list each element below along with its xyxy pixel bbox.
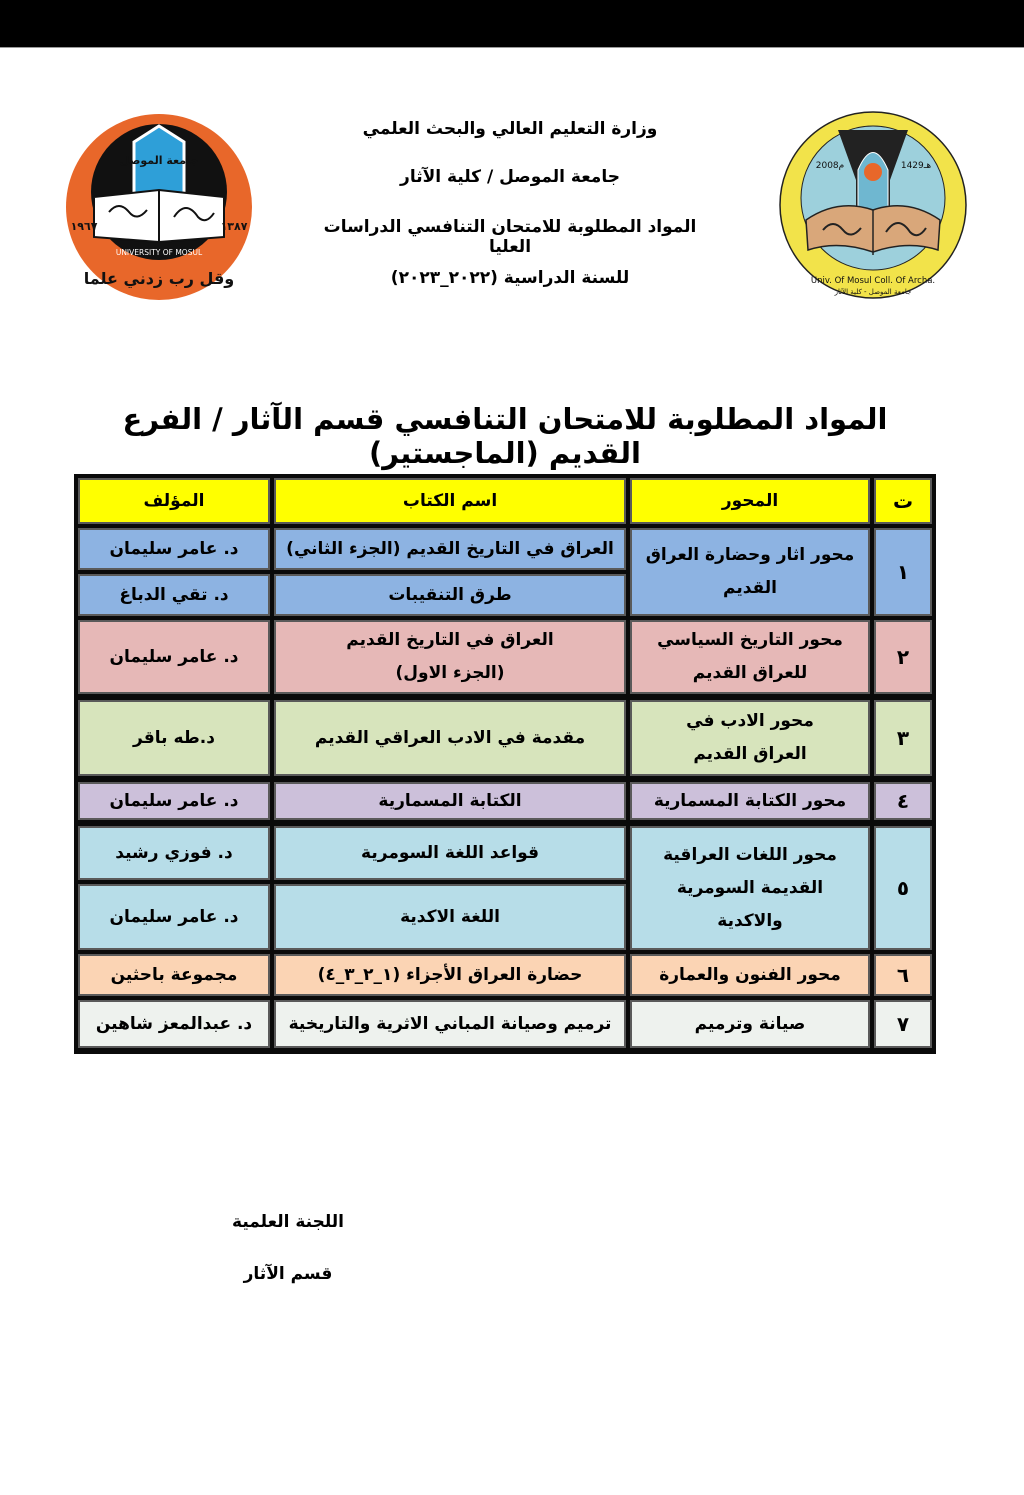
row1-num: ١ (874, 528, 932, 616)
row1-axis: محور اثار وحضارة العراق القديم (630, 528, 870, 616)
row2-author: د. عامر سليمان (78, 620, 270, 694)
row1-book1: العراق في التاريخ القديم (الجزء الثاني) (274, 528, 626, 570)
row1-book2: طرق التنقيبات (274, 574, 626, 616)
row6-axis: محور الفنون والعمارة (630, 954, 870, 996)
row7-book: ترميم وصيانة المباني الاثرية والتاريخية (274, 1000, 626, 1048)
page-title: المواد المطلوبة للامتحان التنافسي قسم الآثار / الفرع القديم (الماجستير) (122, 402, 888, 470)
row4-axis: محور الكتابة المسمارية (630, 782, 870, 820)
row4-book: الكتابة المسمارية (274, 782, 626, 820)
header-axis: المحور (630, 478, 870, 524)
row6-book: حضارة العراق الأجزاء (١_٢_٣_٤) (274, 954, 626, 996)
row7-num: ٧ (874, 1000, 932, 1048)
row7-author: د. عبدالمعز شاهين (78, 1000, 270, 1048)
header-university: جامعة الموصل / كلية الآثار (400, 167, 620, 187)
logo-left-top-text: جامعة الموصل (119, 154, 199, 167)
row5-book1: قواعد اللغة السومرية (274, 826, 626, 880)
row3-author: د.طه باقر (78, 700, 270, 776)
header-academic-year: للسنة الدراسية (٢٠٢٢_٢٠٢٣) (390, 268, 630, 288)
row3-book: مقدمة في الادب العراقي القديم (274, 700, 626, 776)
row3-axis: محور الادب في العراق القديم (630, 700, 870, 776)
row4-num: ٤ (874, 782, 932, 820)
logo-left-year-hijri: ١٣٨٧ (220, 220, 248, 233)
footer-department: قسم الآثار (243, 1264, 333, 1284)
header-subject: المواد المطلوبة للامتحان التنافسي الدراسات العليا (323, 217, 697, 257)
footer-committee: اللجنة العلمية (232, 1212, 344, 1232)
logo-right-year-greg: 2008م (815, 161, 845, 171)
row1-author1: د. عامر سليمان (78, 528, 270, 570)
row2-book: العراق في التاريخ القديم (الجزء الاول) (274, 620, 626, 694)
row7-axis: صيانة وترميم (630, 1000, 870, 1048)
logo-right-year-hijri: 1429هـ (900, 161, 932, 171)
logo-left-year-greg: ١٩٦٧ (70, 220, 98, 233)
row4-author: د. عامر سليمان (78, 782, 270, 820)
logo-left-motto: وقل رب زدني علما (83, 269, 235, 288)
logo-right-ring-en: Univ. Of Mosul Coll. Of Archa. (810, 276, 936, 286)
materials-table (74, 474, 936, 1054)
row1-author2: د. تقي الدباغ (78, 574, 270, 616)
logo-left-band-text: UNIVERSITY OF MOSUL (115, 248, 203, 257)
row5-author2: د. عامر سليمان (78, 884, 270, 950)
row2-num: ٢ (874, 620, 932, 694)
row5-num: ٥ (874, 826, 932, 950)
row6-num: ٦ (874, 954, 932, 996)
header-author: المؤلف (78, 478, 270, 524)
header-num: ت (874, 478, 932, 524)
row5-author1: د. فوزي رشيد (78, 826, 270, 880)
header-book: اسم الكتاب (274, 478, 626, 524)
row3-num: ٣ (874, 700, 932, 776)
row5-book2: اللغة الاكدية (274, 884, 626, 950)
row6-author: مجموعة باحثين (78, 954, 270, 996)
college-of-archaeology-logo (778, 110, 968, 300)
row2-axis: محور التاريخ السياسي للعراق القديم (630, 620, 870, 694)
logo-right-ring-ar: جامعة الموصل - كلية الآثار (834, 288, 912, 296)
university-of-mosul-logo (64, 112, 254, 302)
row5-axis: محور اللغات العراقية القديمة السومرية والاكدية (630, 826, 870, 950)
header-ministry: وزارة التعليم العالي والبحث العلمي (362, 119, 658, 139)
top-black-bar (0, 0, 1024, 48)
